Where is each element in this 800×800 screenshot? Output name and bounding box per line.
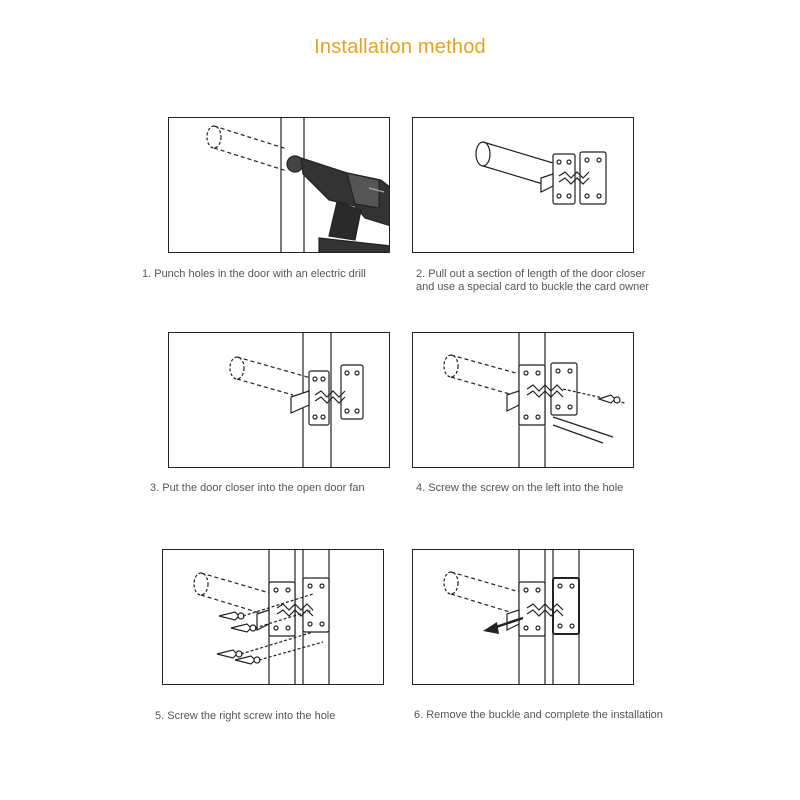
mounting-plate-icon <box>507 363 577 425</box>
step-2-caption-line2: and use a special card to buckle the card owner <box>416 281 649 293</box>
closer-cylinder-icon <box>444 355 523 395</box>
step-4-caption: 4. Screw the screw on the left into the hole <box>416 482 624 494</box>
mounting-plate-icon <box>291 365 363 425</box>
step-6-caption: 6. Remove the buckle and complete the installation <box>414 709 663 721</box>
step-4-illustration <box>412 332 634 468</box>
closer-cylinder-icon <box>444 572 523 613</box>
closer-cylinder-icon <box>230 357 311 395</box>
step-1-caption: 1. Punch holes in the door with an electric drill <box>142 268 366 280</box>
step-6-illustration <box>412 549 634 685</box>
step-2-illustration <box>412 117 634 253</box>
mounting-plate-icon <box>541 152 606 204</box>
step-5-caption: 5. Screw the right screw into the hole <box>155 710 336 722</box>
step-2-caption: 2. Pull out a section of length of the door closer <box>416 268 646 280</box>
mounting-plate-icon <box>257 578 329 636</box>
step-3-caption: 3. Put the door closer into the open door fan <box>150 482 365 494</box>
arrow-icon <box>483 618 523 634</box>
page-title: Installation method <box>314 36 486 58</box>
mounting-plate-icon <box>507 578 579 636</box>
step-1-illustration <box>168 117 390 253</box>
step-5-illustration <box>162 549 384 685</box>
step-3-illustration <box>168 332 390 468</box>
closer-cylinder-icon <box>194 573 273 614</box>
drill-icon <box>287 156 390 253</box>
closer-cylinder-icon <box>207 126 287 171</box>
